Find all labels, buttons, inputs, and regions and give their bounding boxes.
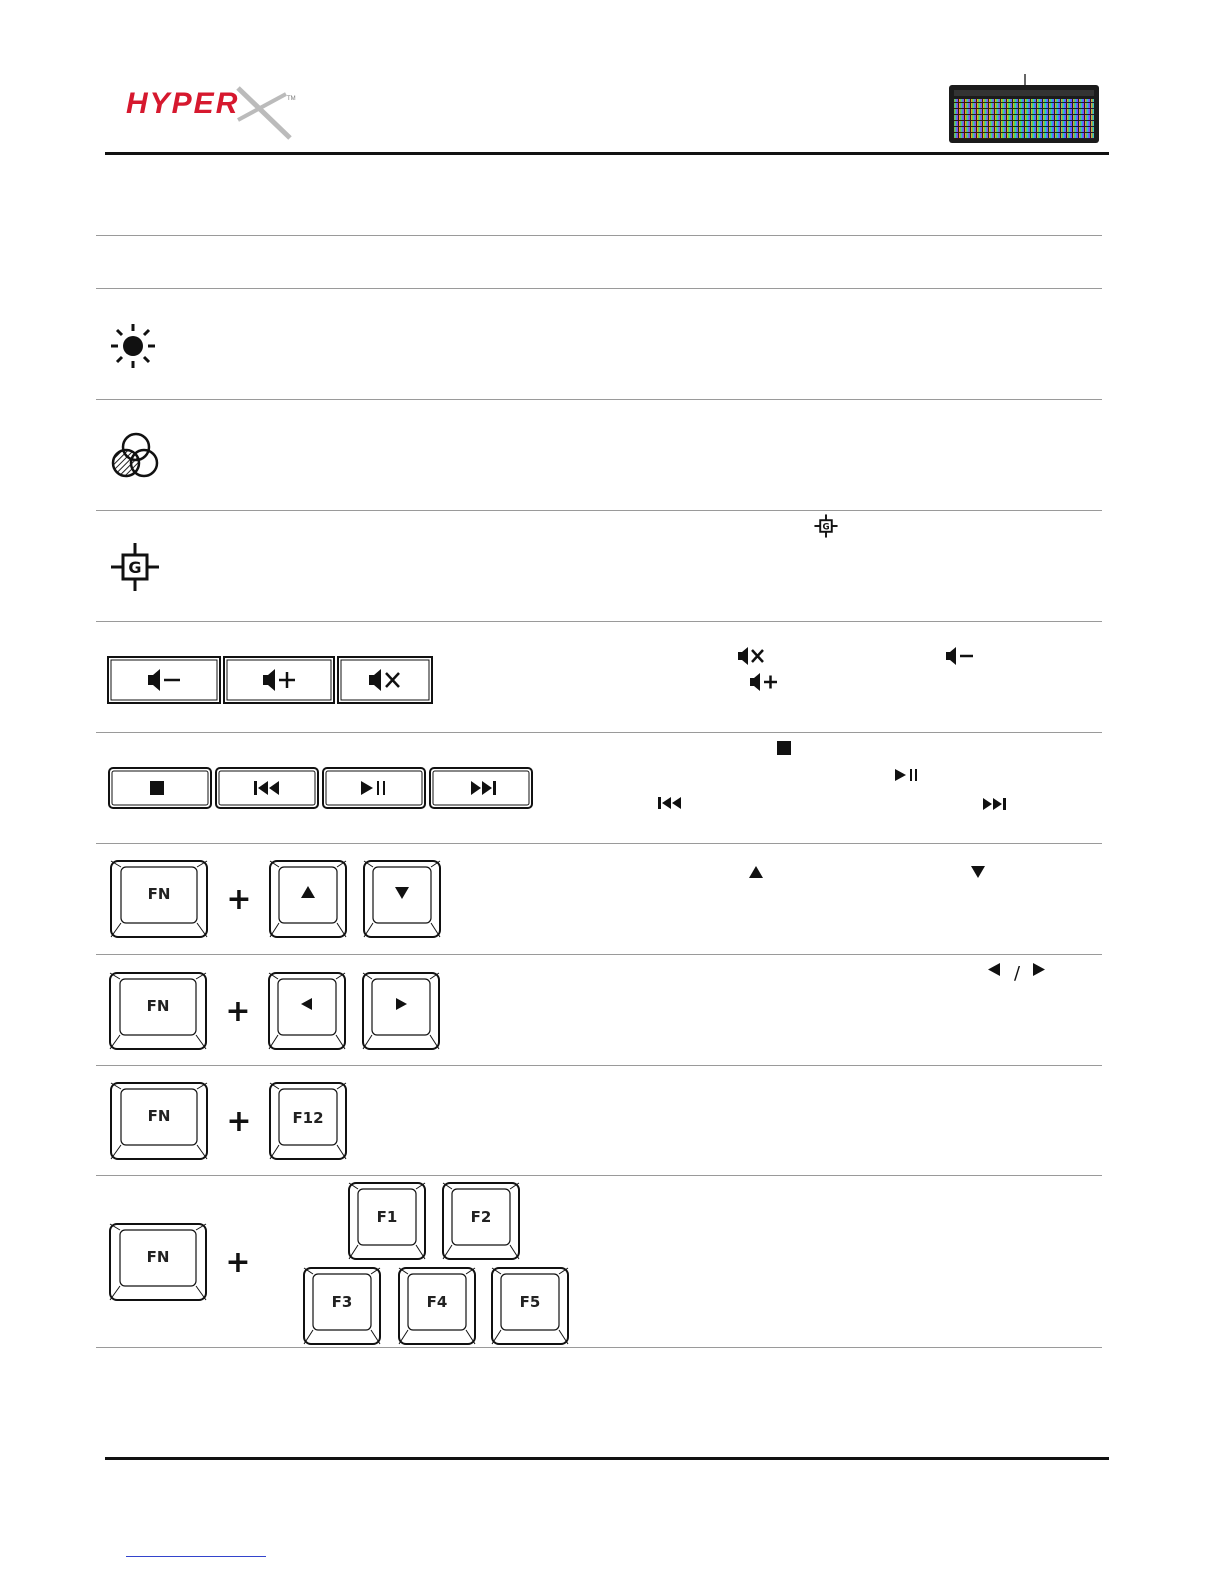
plus-sign: + <box>225 994 251 1029</box>
volume-down-inline-icon <box>944 646 976 666</box>
next-track-key[interactable] <box>430 768 532 808</box>
volume-down-key[interactable] <box>108 657 220 703</box>
stop-key[interactable] <box>109 768 211 808</box>
svg-text:G: G <box>128 558 142 577</box>
f1-key-label: F1 <box>376 1208 398 1226</box>
fn-key-label: FN <box>147 885 171 903</box>
plus-sign: + <box>225 1245 251 1280</box>
f2-key[interactable] <box>443 1183 519 1259</box>
hyperx-logo <box>120 80 310 144</box>
fn-key-label: FN <box>146 1248 170 1266</box>
table-rule <box>96 399 1102 400</box>
mute-key[interactable] <box>338 657 432 703</box>
footer-link-underline[interactable] <box>126 1556 266 1557</box>
previous-track-inline-icon <box>656 795 684 811</box>
play-pause-inline-icon <box>893 767 921 783</box>
fn-key-label: FN <box>146 997 170 1015</box>
table-rule <box>96 621 1102 622</box>
table-rule <box>96 510 1102 511</box>
arrow-left-inline-icon <box>988 963 1000 976</box>
media-keys <box>106 766 536 812</box>
f4-key[interactable] <box>399 1268 475 1344</box>
fn-key[interactable] <box>110 1224 206 1300</box>
arrow-up-key[interactable] <box>270 861 346 937</box>
fn-leftright-combo <box>107 970 447 1054</box>
brightness-icon <box>106 322 160 372</box>
logo-wordmark: HYPER <box>126 87 240 120</box>
fn-key[interactable] <box>111 1083 207 1159</box>
volume-keys <box>106 655 436 707</box>
plus-sign: + <box>226 882 252 917</box>
arrow-left-right-inline <box>986 960 1050 982</box>
fn-f12-combo <box>108 1080 358 1164</box>
table-rule <box>96 1175 1102 1176</box>
arrow-left-key[interactable] <box>269 973 345 1049</box>
f4-key-label: F4 <box>426 1293 448 1311</box>
fn-key-label: FN <box>147 1107 171 1125</box>
arrow-up-inline-icon <box>748 864 764 880</box>
game-mode-icon <box>108 540 162 594</box>
f5-key[interactable] <box>492 1268 568 1344</box>
game-mode-inline-icon <box>813 513 839 539</box>
f12-key[interactable] <box>270 1083 346 1159</box>
fn-key[interactable] <box>110 973 206 1049</box>
table-rule <box>96 732 1102 733</box>
mute-inline-icon <box>736 646 768 666</box>
volume-up-key[interactable] <box>224 657 334 703</box>
f3-key-label: F3 <box>331 1293 353 1311</box>
f3-key[interactable] <box>304 1268 380 1344</box>
logo-tm: TM <box>287 96 296 102</box>
previous-track-key[interactable] <box>216 768 318 808</box>
f2-key-label: F2 <box>470 1208 492 1226</box>
header-rule <box>105 152 1109 155</box>
arrow-right-inline-icon <box>1033 963 1045 976</box>
rgb-color-circles-icon <box>108 430 164 482</box>
table-rule <box>96 288 1102 289</box>
arrow-down-key[interactable] <box>364 861 440 937</box>
f5-key-label: F5 <box>519 1293 541 1311</box>
table-rule <box>96 235 1102 236</box>
plus-sign: + <box>226 1104 252 1139</box>
arrow-right-key[interactable] <box>363 973 439 1049</box>
table-rule <box>96 843 1102 844</box>
table-rule <box>96 1065 1102 1066</box>
footer-rule <box>105 1457 1109 1460</box>
next-track-inline-icon <box>981 796 1009 812</box>
volume-up-inline-icon <box>748 672 780 692</box>
fn-updown-combo <box>108 858 448 942</box>
table-rule <box>96 954 1102 955</box>
play-pause-key[interactable] <box>323 768 425 808</box>
arrow-down-inline-icon <box>970 864 986 880</box>
fn-key[interactable] <box>111 861 207 937</box>
keyboard-product-image <box>946 72 1102 146</box>
stop-inline-icon <box>776 740 792 756</box>
slash-separator: / <box>1013 963 1021 982</box>
f1-key[interactable] <box>349 1183 425 1259</box>
f12-key-label: F12 <box>292 1109 324 1127</box>
fn-profile-combo <box>107 1180 577 1348</box>
svg-text:G: G <box>822 522 830 533</box>
